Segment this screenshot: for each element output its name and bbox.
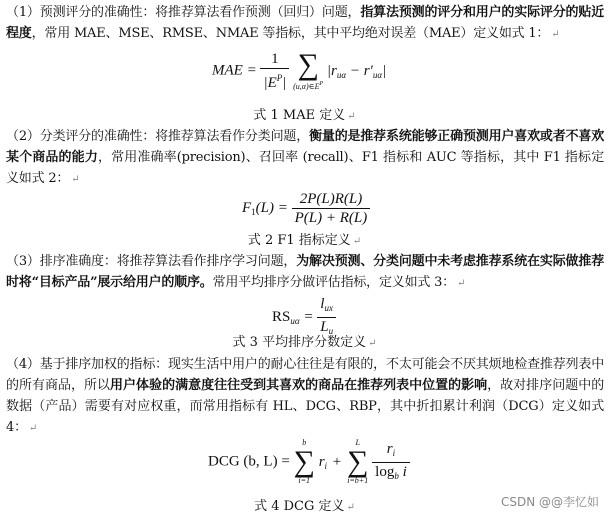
caption-rs: 式 3 平均排序分数定义 ↵ (232, 335, 377, 350)
paragraph-dcg: （4）基于排序加权的指标：现实生活中用户的耐心往往是有限的，不太可能会不厌其烦地检查推荐列表中的所有商品，所以用户体验的满意度往往受到其喜欢的商品在推荐列表中位置的影响，故对排序问题中的数据（产品）需要有对应权重，而常用指标有 HL、DCG、RBP，其中折扣累计利润（DCG）定义如式 4： ↵ (6, 357, 605, 435)
caption-dcg: 式 4 DCG 定义 ↵ (254, 499, 355, 514)
caption-mae: 式 1 MAE 定义 ↵ (253, 108, 356, 123)
paragraph-rs: （3）排序准确度：将推荐算法看作排序学习问题，为解决预测、分类问题中未考虑推荐系统在实际做推荐时将“目标产品”展示给用户的顺序。常用平均排序分做评估指标，定义如式 3： ↵ (6, 254, 604, 290)
formula-dcg: DCG (b, L) = b ∑ i=1 $r_i$ + L ∑ i=b+1 $\frac{r_i}{\log_b i}$ (208, 438, 410, 486)
formula-rs: $RS_{u\alpha}$ = $\frac{l_{ux}}{L_u}$ (272, 295, 336, 340)
formula-mae: MAE = $\frac{1}{|E^P|}$ ∑ $(u,\alpha)\in E^P$ $|r_{u\alpha} - r'_{u\alpha}|$ (212, 47, 387, 91)
watermark: CSDN @@李忆如 (500, 495, 599, 509)
formula-f1: $F_1(L)$ = $\frac{2P(L)R(L)}{P(L) + R(L)}$ (242, 190, 370, 227)
caption-f1: 式 2 F1 指标定义 ↵ (247, 233, 362, 248)
paragraph-mae: （1）预测评分的准确性：将推荐算法看作预测（回归）问题，指算法预测的评分和用户的实际评分的贴近程度，常用 MAE、MSE、RMSE、NMAE 等指标，其中平均绝对误差（MAE）定义如式 1： ↵ (6, 5, 605, 41)
paragraph-f1: （2）分类评分的准确性：将推荐算法看作分类问题，衡量的是推荐系统能够正确预测用户喜欢或者不喜欢某个商品的能力，常用准确率(precision)、召回率 (recall)、F1 指标和 AUC 等指标，其中 F1 指标定义如式 2： ↵ (6, 129, 604, 186)
paragraph-mark-icon: ↵ (551, 29, 560, 40)
